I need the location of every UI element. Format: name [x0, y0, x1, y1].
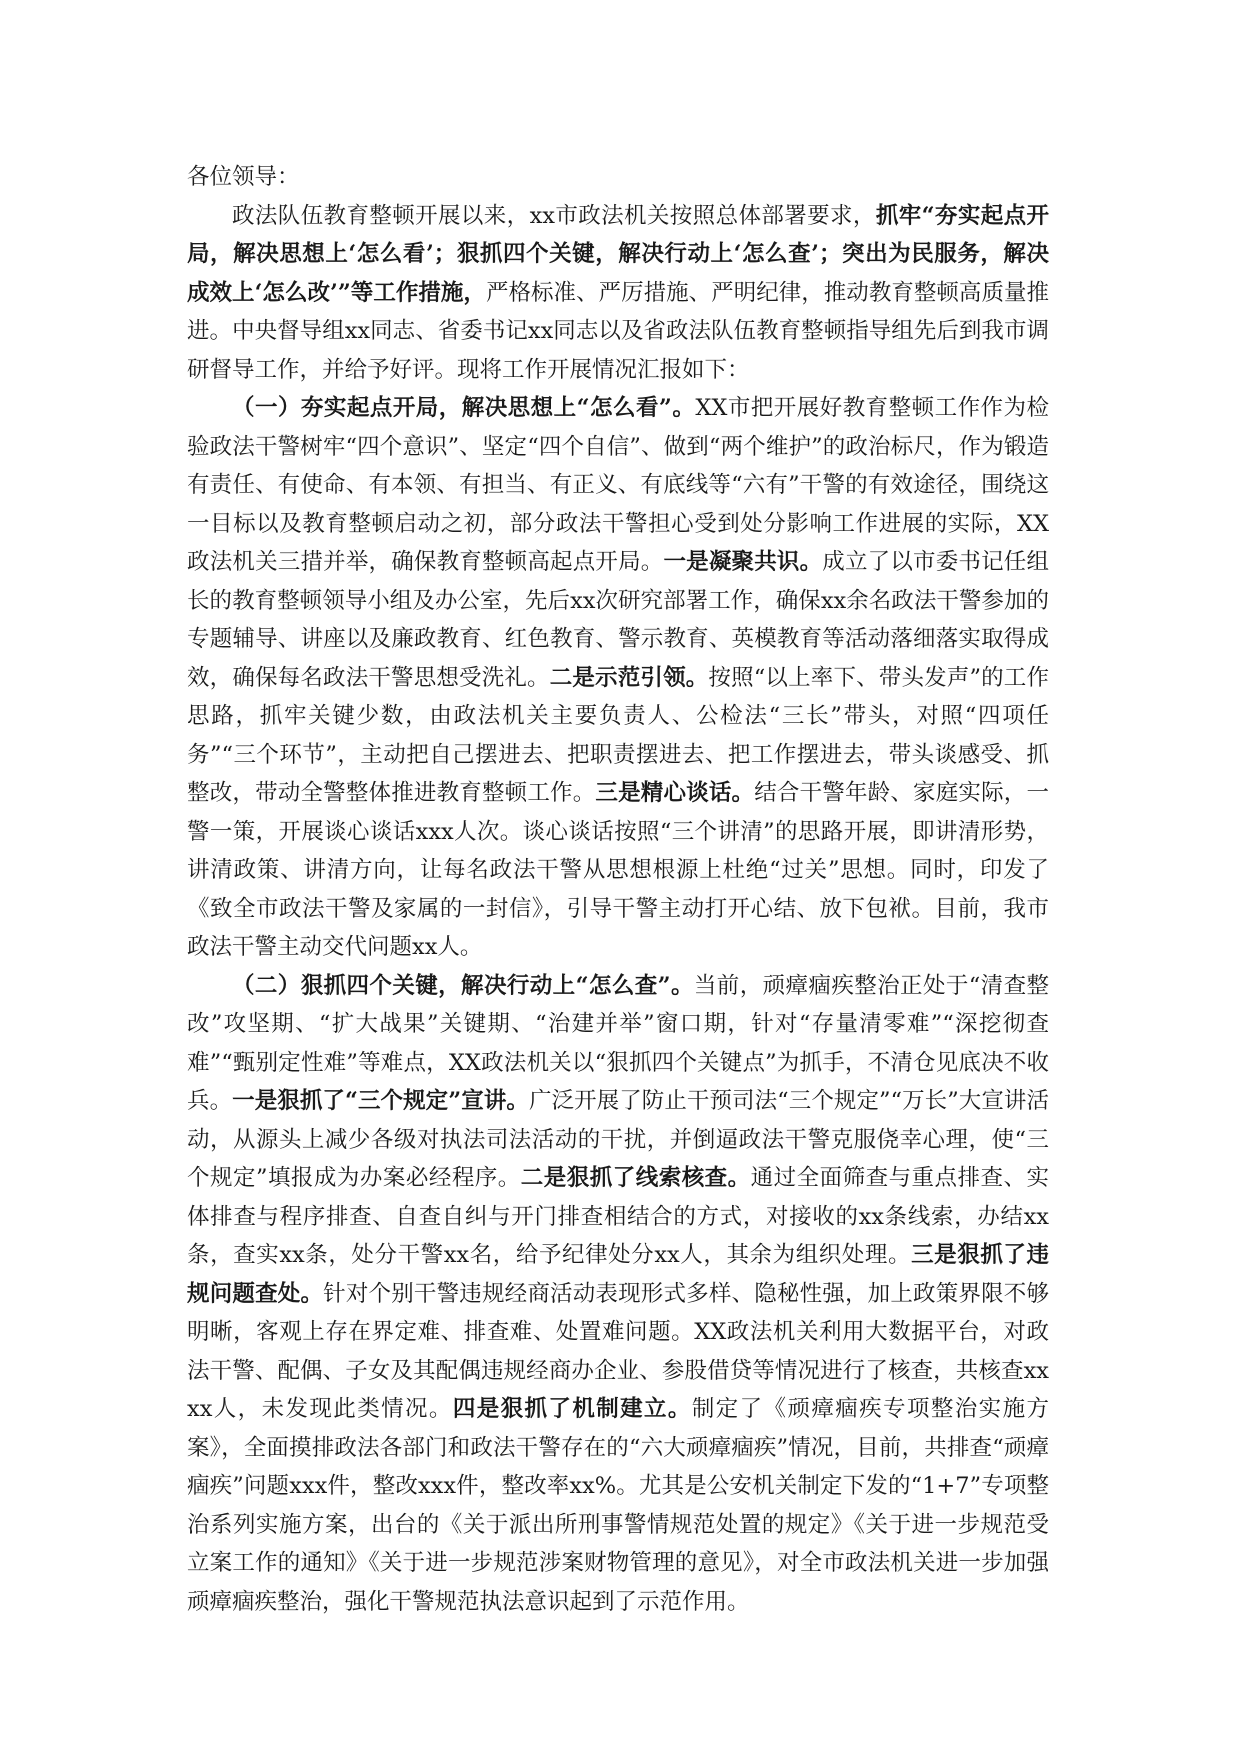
intro-lead: 政法队伍教育整顿开展以来，xx市政法机关按照总体部署要求， [232, 202, 876, 229]
section-1-point-2-text: 按照“以上率下、带头发声”的工作思路，抓牢关键少数，由政法机关主要负责人、公检法“三长”带头，对照“四项任务”“三个环节”，主动把自己摆进去、把职责摆进去、把工作摆进去，带头谈感受、抓整改，带动全警整体推进教育整顿工作。 [187, 664, 1049, 806]
section-2-point-4-title: 四是狠抓了机制建立。 [452, 1396, 692, 1422]
section-2-point-3-title: 三是狠抓了违规问题查处。 [187, 1242, 1049, 1307]
salutation: 各位领导： [187, 164, 300, 190]
section-1-point-2-title: 二是示范引领。 [549, 664, 709, 691]
section-2-paragraph [187, 967, 1049, 1622]
document-page [187, 158, 1049, 1621]
section-1-point-3-title: 三是精心谈话。 [595, 780, 755, 806]
section-1-point-1-text: 成立了以市委书记任组长的教育整顿领导小组及办公室，先后xx次研究部署工作，确保xx余名政法干警参加的专题辅导、讲座以及廉政教育、红色教育、警示教育、英模教育等活动落细落实取得成效，确保每名政法干警思想受洗礼。 [187, 549, 1049, 691]
section-2-point-1-title: 一是狠抓了“三个规定”宣讲。 [232, 1088, 529, 1114]
section-1-lead: XX市把开展好教育整顿工作作为检验政法干警树牢“四个意识”、坚定“四个自信”、做到“两个维护”的政治标尺，作为锻造有责任、有使命、有本领、有担当、有正义、有底线等“六有”干警的有效途径，围绕这一目标以及教育整顿启动之初，部分政法干警担心受到处分影响工作进展的实际，XX政法机关三措并举，确保教育整顿高起点开局。 [187, 395, 1049, 575]
section-1-point-1-title: 一是凝聚共识。 [663, 549, 823, 575]
section-2-point-2-text: 通过全面筛查与重点排查、实体排查与程序排查、自查自纠与开门排查相结合的方式，对接收的xx条线索，办结xx条，查实xx条，处分干警xx名，给予纪律处分xx人，其余为组织处理。 [187, 1165, 1049, 1268]
section-2-heading: （二）狠抓四个关键，解决行动上“怎么查”。 [232, 972, 694, 999]
section-1-point-3-text: 结合干警年龄、家庭实际，一警一策，开展谈心谈话xxx人次。谈心谈话按照“三个讲清”的思路开展，即讲清形势，讲清政策、讲清方向，让每名政法干警从思想根源上杜绝“过关”思想。同时，印发了《致全市政法干警及家属的一封信》，引导干警主动打开心结、放下包袱。目前，我市政法干警主动交代问题xx人。 [187, 780, 1049, 960]
section-2-point-1-text: 广泛开展了防止干预司法“三个规定”“万长”大宣讲活动，从源头上减少各级对执法司法活动的干扰，并倒逼政法干警克服侥幸心理，使“三个规定”填报成为办案必经程序。 [187, 1088, 1049, 1191]
intro-key-measures: 抓牢“夯实起点开局，解决思想上‘怎么看’；狠抓四个关键，解决行动上‘怎么查’；突出为民服务，解决成效上‘怎么改’”等工作措施， [187, 202, 1049, 306]
section-2-point-3-text: 针对个别干警违规经商活动表现形式多样、隐秘性强，加上政策界限不够明晰，客观上存在界定难、排查难、处置难问题。XX政法机关利用大数据平台，对政法干警、配偶、子女及其配偶违规经商办企业、参股借贷等情况进行了核查，共核查xxxx人，未发现此类情况。 [187, 1280, 1049, 1422]
section-2-lead: 当前，顽瘴痼疾整治正处于“清查整改”攻坚期、“扩大战果”关键期、“治建并举”窗口期，针对“存量清零难”“深挖彻查难”“甄别定性难”等难点，XX政法机关以“狠抓四个关键点”为抓手，不清仓见底决不收兵。 [187, 972, 1049, 1114]
section-1-paragraph [187, 389, 1049, 967]
section-2-point-2-title: 二是狠抓了线索核查。 [520, 1165, 751, 1191]
section-2-point-4-text: 制定了《顽瘴痼疾专项整治实施方案》，全面摸排政法各部门和政法干警存在的“六大顽瘴痼疾”情况，目前，共排查“顽瘴痼疾”问题xxx件，整改xxx件，整改率xx%。尤其是公安机关制定下发的“1+7”专项整治系列实施方案，出台的《关于派出所刑事警情规范处置的规定》《关于进一步规范受立案工作的通知》《关于进一步规范涉案财物管理的意见》，对全市政法机关进一步加强顽瘴痼疾整治，强化干警规范执法意识起到了示范作用。 [187, 1396, 1049, 1615]
intro-tail: 严格标准、严厉措施、严明纪律，推动教育整顿高质量推进。中央督导组xx同志、省委书记xx同志以及省政法队伍教育整顿指导组先后到我市调研督导工作，并给予好评。现将工作开展情况汇报如下： [187, 279, 1049, 383]
intro-paragraph [187, 197, 1049, 390]
section-1-heading: （一）夯实起点开局，解决思想上“怎么看”。 [232, 395, 696, 421]
